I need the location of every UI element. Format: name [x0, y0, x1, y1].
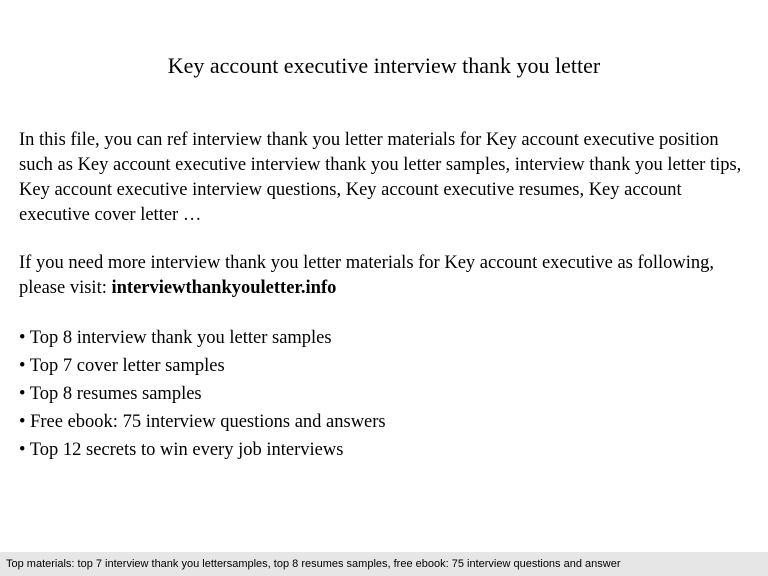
materials-list [19, 324, 754, 464]
content [19, 128, 754, 464]
site-link[interactable]: interviewthankyouletter.info [111, 278, 337, 298]
list-item: • Top 8 resumes samples [19, 384, 202, 404]
visit-text: If you need more interview thank you letter materials for Key account executive as following, please visit: [19, 253, 715, 298]
list-item: • Top 7 cover letter samples [19, 356, 225, 376]
list-item: • Top 12 secrets to win every job interviews [19, 440, 344, 460]
visit-paragraph [19, 251, 754, 301]
footer-bar: Top materials: top 7 interview thank you lettersamples, top 8 resumes samples, free ebook: 75 interview questions and answer [0, 552, 768, 576]
list-item: • Top 8 interview thank you letter samples [19, 328, 332, 348]
page-title: Key account executive interview thank you letter [167, 53, 601, 78]
list-item: • Free ebook: 75 interview questions and answers [19, 412, 386, 432]
intro-paragraph: In this file, you can ref interview thank you letter materials for Key account executive position such as Key account executive interview thank you letter samples, interview thank you letter tips, Key account executive interview questions, Key account executive resumes, Key account executive cover letter … [19, 130, 742, 225]
